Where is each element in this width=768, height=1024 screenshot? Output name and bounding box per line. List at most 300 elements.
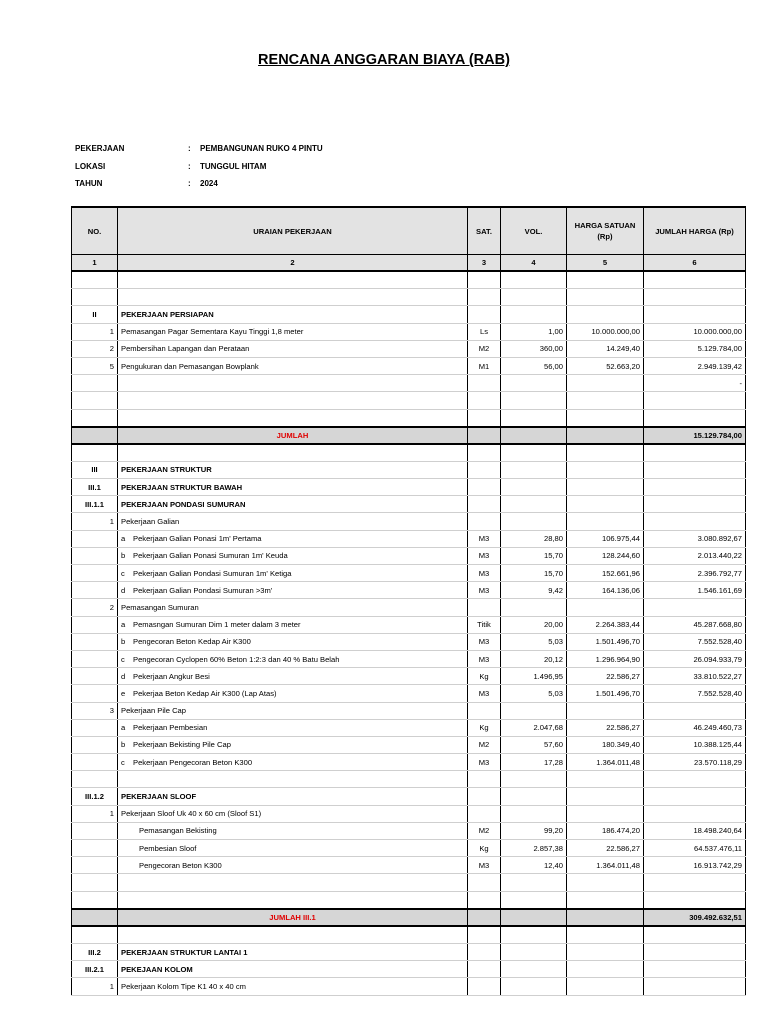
item-number bbox=[72, 375, 118, 392]
empty-cell bbox=[501, 409, 567, 427]
section-number: III.2 bbox=[72, 943, 118, 960]
section-title: PEKERJAAN STRUKTUR LANTAI 1 bbox=[118, 943, 468, 960]
header-vol: VOL. bbox=[501, 207, 567, 255]
empty-cell bbox=[644, 943, 746, 960]
item-number: 5 bbox=[72, 357, 118, 374]
item-number: 1 bbox=[72, 978, 118, 995]
empty-cell bbox=[72, 926, 118, 944]
empty-cell bbox=[501, 926, 567, 944]
empty-cell bbox=[468, 805, 501, 822]
empty-cell bbox=[644, 978, 746, 995]
table-row bbox=[72, 565, 746, 582]
item-total: 5.129.784,00 bbox=[644, 340, 746, 357]
empty-cell bbox=[468, 599, 501, 616]
empty-cell bbox=[567, 289, 644, 306]
empty-cell bbox=[72, 565, 118, 582]
item-total: 18.498.240,64 bbox=[644, 822, 746, 839]
item-description bbox=[118, 375, 468, 392]
item-number: 1 bbox=[72, 805, 118, 822]
info-value: PEMBANGUNAN RUKO 4 PINTU bbox=[200, 144, 323, 153]
empty-cell bbox=[118, 271, 468, 289]
item-description bbox=[118, 616, 468, 633]
item-unit-price: 22.586,27 bbox=[567, 840, 644, 857]
item-letter: c bbox=[121, 654, 125, 664]
empty-cell bbox=[501, 771, 567, 788]
item-volume: 28,80 bbox=[501, 530, 567, 547]
item-description: Pemasangan Pagar Sementara Kayu Tinggi 1,8 meter bbox=[118, 323, 468, 340]
item-total: 7.552.528,40 bbox=[644, 633, 746, 650]
group-title: Pekerjaan Sloof Uk 40 x 60 cm (Sloof S1) bbox=[118, 805, 468, 822]
item-description-text: Pekerjaan Galian Ponasi Sumuran 1m' Keuda bbox=[133, 551, 288, 561]
item-volume: 5,03 bbox=[501, 685, 567, 702]
col-number: 4 bbox=[501, 255, 567, 272]
document-title: RENCANA ANGGARAN BIAYA (RAB) bbox=[258, 52, 510, 68]
item-description bbox=[118, 719, 468, 736]
item-volume: 57,60 bbox=[501, 736, 567, 753]
empty-cell bbox=[501, 392, 567, 409]
item-unit: M1 bbox=[468, 357, 501, 374]
group-title: Pekerjaan Galian bbox=[118, 513, 468, 530]
empty-cell bbox=[72, 289, 118, 306]
empty-cell bbox=[567, 926, 644, 944]
empty-cell bbox=[567, 427, 644, 444]
blank-row bbox=[72, 289, 746, 306]
item-total: 46.249.460,73 bbox=[644, 719, 746, 736]
item-description bbox=[118, 565, 468, 582]
group-row bbox=[72, 702, 746, 719]
section-title: PEKERJAAN PERSIAPAN bbox=[118, 306, 468, 323]
item-volume: 20,00 bbox=[501, 616, 567, 633]
header-harga-satuan-text: HARGA SATUAN (Rp) bbox=[574, 221, 636, 241]
empty-cell bbox=[567, 461, 644, 478]
header-sat: SAT. bbox=[468, 207, 501, 255]
empty-cell bbox=[567, 271, 644, 289]
empty-cell bbox=[468, 392, 501, 409]
item-total: 7.552.528,40 bbox=[644, 685, 746, 702]
empty-cell bbox=[644, 444, 746, 462]
empty-cell bbox=[567, 961, 644, 978]
item-total: 45.287.668,80 bbox=[644, 616, 746, 633]
subtotal-row bbox=[72, 909, 746, 926]
empty-cell bbox=[72, 840, 118, 857]
table-row bbox=[72, 357, 746, 374]
table-row bbox=[72, 582, 746, 599]
item-unit: M3 bbox=[468, 565, 501, 582]
empty-cell bbox=[567, 306, 644, 323]
item-unit-price bbox=[567, 375, 644, 392]
item-unit: M3 bbox=[468, 857, 501, 874]
empty-cell bbox=[468, 496, 501, 513]
group-title: Pemasangan Sumuran bbox=[118, 599, 468, 616]
empty-cell bbox=[501, 599, 567, 616]
item-description bbox=[118, 754, 468, 771]
empty-cell bbox=[567, 513, 644, 530]
empty-cell bbox=[644, 874, 746, 891]
blank-row bbox=[72, 891, 746, 909]
empty-cell bbox=[501, 943, 567, 960]
group-row bbox=[72, 599, 746, 616]
item-volume: 15,70 bbox=[501, 565, 567, 582]
empty-cell bbox=[644, 289, 746, 306]
item-unit: M2 bbox=[468, 736, 501, 753]
table-row bbox=[72, 375, 746, 392]
section-row bbox=[72, 496, 746, 513]
item-total: 26.094.933,79 bbox=[644, 650, 746, 667]
empty-cell bbox=[72, 633, 118, 650]
table-row bbox=[72, 323, 746, 340]
item-volume: 20,12 bbox=[501, 650, 567, 667]
item-unit-price: 128.244,60 bbox=[567, 547, 644, 564]
item-total: 2.949.139,42 bbox=[644, 357, 746, 374]
item-letter: e bbox=[121, 688, 126, 698]
item-unit-price: 22.586,27 bbox=[567, 668, 644, 685]
item-number: 1 bbox=[72, 513, 118, 530]
empty-cell bbox=[644, 479, 746, 496]
item-unit bbox=[468, 375, 501, 392]
group-row bbox=[72, 805, 746, 822]
item-unit: M2 bbox=[468, 822, 501, 839]
table-row bbox=[72, 616, 746, 633]
item-description bbox=[118, 547, 468, 564]
item-volume: 1.496,95 bbox=[501, 668, 567, 685]
empty-cell bbox=[72, 409, 118, 427]
column-number-row bbox=[72, 255, 746, 272]
item-description-text: Pekerjaan Pengecoran Beton K300 bbox=[133, 757, 253, 767]
col-number: 5 bbox=[567, 255, 644, 272]
empty-cell bbox=[468, 461, 501, 478]
empty-cell bbox=[72, 650, 118, 667]
section-row bbox=[72, 788, 746, 805]
empty-cell bbox=[501, 874, 567, 891]
item-unit: M3 bbox=[468, 650, 501, 667]
section-title: PEKERJAAN STRUKTUR bbox=[118, 461, 468, 478]
item-total: 1.546.161,69 bbox=[644, 582, 746, 599]
item-description-text: Pemasngan Sumuran Dim 1 meter dalam 3 meter bbox=[133, 620, 301, 630]
group-title: Pekerjaan Kolom Tipe K1 40 x 40 cm bbox=[118, 978, 468, 995]
empty-cell bbox=[501, 479, 567, 496]
empty-cell bbox=[468, 306, 501, 323]
section-number: III.1 bbox=[72, 479, 118, 496]
item-unit: M3 bbox=[468, 754, 501, 771]
rab-table bbox=[71, 206, 746, 996]
empty-cell bbox=[501, 306, 567, 323]
section-title: PEKERJAAN STRUKTUR BAWAH bbox=[118, 479, 468, 496]
header-uraian: URAIAN PEKERJAAN bbox=[118, 207, 468, 255]
item-unit: Kg bbox=[468, 840, 501, 857]
item-letter: c bbox=[121, 568, 125, 578]
item-volume: 99,20 bbox=[501, 822, 567, 839]
empty-cell bbox=[644, 702, 746, 719]
item-unit: M3 bbox=[468, 547, 501, 564]
item-description-text: Pekerjaan Bekisting Pile Cap bbox=[133, 740, 231, 750]
group-row bbox=[72, 513, 746, 530]
info-label: PEKERJAAN bbox=[75, 144, 125, 153]
empty-cell bbox=[501, 909, 567, 926]
empty-cell bbox=[72, 891, 118, 909]
section-title: PEKERJAAN PONDASI SUMURAN bbox=[118, 496, 468, 513]
item-volume: 360,00 bbox=[501, 340, 567, 357]
empty-cell bbox=[501, 496, 567, 513]
item-volume: 2.857,38 bbox=[501, 840, 567, 857]
empty-cell bbox=[118, 874, 468, 891]
item-unit: M3 bbox=[468, 633, 501, 650]
item-total: 2.396.792,77 bbox=[644, 565, 746, 582]
item-unit: M3 bbox=[468, 582, 501, 599]
empty-cell bbox=[501, 961, 567, 978]
empty-cell bbox=[72, 822, 118, 839]
subtotal-row bbox=[72, 427, 746, 444]
item-description: Pembesian Sloof bbox=[118, 840, 468, 857]
empty-cell bbox=[501, 891, 567, 909]
empty-cell bbox=[468, 409, 501, 427]
item-total: 3.080.892,67 bbox=[644, 530, 746, 547]
section-title: PEKEJAAN KOLOM bbox=[118, 961, 468, 978]
empty-cell bbox=[567, 805, 644, 822]
item-description-text: Pekerjaan Galian Ponasi 1m' Pertama bbox=[133, 534, 262, 544]
item-total: 2.013.440,22 bbox=[644, 547, 746, 564]
info-value: 2024 bbox=[200, 179, 218, 188]
empty-cell bbox=[118, 392, 468, 409]
empty-cell bbox=[468, 978, 501, 995]
empty-cell bbox=[501, 702, 567, 719]
item-unit-price: 22.586,27 bbox=[567, 719, 644, 736]
empty-cell bbox=[567, 409, 644, 427]
item-volume: 2.047,68 bbox=[501, 719, 567, 736]
empty-cell bbox=[468, 874, 501, 891]
item-unit-price: 2.264.383,44 bbox=[567, 616, 644, 633]
item-unit-price: 152.661,96 bbox=[567, 565, 644, 582]
empty-cell bbox=[567, 909, 644, 926]
empty-cell bbox=[567, 874, 644, 891]
col-number: 2 bbox=[118, 255, 468, 272]
empty-cell bbox=[567, 444, 644, 462]
empty-cell bbox=[468, 444, 501, 462]
item-unit-price: 52.663,20 bbox=[567, 357, 644, 374]
empty-cell bbox=[567, 891, 644, 909]
col-number: 3 bbox=[468, 255, 501, 272]
section-row bbox=[72, 479, 746, 496]
item-total: 64.537.476,11 bbox=[644, 840, 746, 857]
subtotal-amount: 15.129.784,00 bbox=[644, 427, 746, 444]
empty-cell bbox=[468, 513, 501, 530]
item-number: 2 bbox=[72, 599, 118, 616]
section-row bbox=[72, 943, 746, 960]
empty-cell bbox=[567, 392, 644, 409]
info-colon: : bbox=[188, 179, 191, 188]
item-letter: b bbox=[121, 637, 126, 647]
item-number: 1 bbox=[72, 323, 118, 340]
info-value: TUNGGUL HITAM bbox=[200, 162, 267, 171]
item-unit-price: 10.000.000,00 bbox=[567, 323, 644, 340]
empty-cell bbox=[644, 461, 746, 478]
empty-cell bbox=[72, 771, 118, 788]
item-volume: 17,28 bbox=[501, 754, 567, 771]
info-colon: : bbox=[188, 162, 191, 171]
empty-cell bbox=[644, 771, 746, 788]
empty-cell bbox=[501, 289, 567, 306]
rab-table-wrapper bbox=[71, 206, 745, 996]
item-letter: a bbox=[121, 723, 126, 733]
blank-row bbox=[72, 392, 746, 409]
empty-cell bbox=[644, 409, 746, 427]
item-letter: d bbox=[121, 585, 126, 595]
empty-cell bbox=[501, 427, 567, 444]
empty-cell bbox=[468, 289, 501, 306]
item-letter: b bbox=[121, 551, 126, 561]
empty-cell bbox=[567, 702, 644, 719]
empty-cell bbox=[468, 702, 501, 719]
item-volume: 1,00 bbox=[501, 323, 567, 340]
item-description bbox=[118, 650, 468, 667]
item-total: 10.388.125,44 bbox=[644, 736, 746, 753]
table-row bbox=[72, 547, 746, 564]
item-unit-price: 1.501.496,70 bbox=[567, 685, 644, 702]
section-number: II bbox=[72, 306, 118, 323]
group-row bbox=[72, 978, 746, 995]
empty-cell bbox=[118, 444, 468, 462]
subtotal-amount: 309.492.632,51 bbox=[644, 909, 746, 926]
empty-cell bbox=[644, 926, 746, 944]
empty-cell bbox=[72, 271, 118, 289]
item-description-text: Pengecoran Beton Kedap Air K300 bbox=[133, 637, 251, 647]
item-description-text: Pekerjaan Pembesian bbox=[133, 723, 208, 733]
table-row bbox=[72, 668, 746, 685]
empty-cell bbox=[567, 771, 644, 788]
empty-cell bbox=[468, 427, 501, 444]
item-unit: M3 bbox=[468, 685, 501, 702]
item-unit: Kg bbox=[468, 668, 501, 685]
section-number: III.1.2 bbox=[72, 788, 118, 805]
empty-cell bbox=[468, 926, 501, 944]
empty-cell bbox=[468, 961, 501, 978]
table-header-row bbox=[72, 207, 746, 255]
blank-row bbox=[72, 271, 746, 289]
table-row bbox=[72, 840, 746, 857]
empty-cell bbox=[501, 978, 567, 995]
info-colon: : bbox=[188, 144, 191, 153]
blank-row bbox=[72, 409, 746, 427]
empty-cell bbox=[644, 788, 746, 805]
table-row bbox=[72, 650, 746, 667]
empty-cell bbox=[72, 582, 118, 599]
empty-cell bbox=[118, 409, 468, 427]
empty-cell bbox=[118, 926, 468, 944]
item-unit-price: 1.364.011,48 bbox=[567, 754, 644, 771]
item-letter: b bbox=[121, 740, 126, 750]
item-letter: d bbox=[121, 671, 126, 681]
info-label: LOKASI bbox=[75, 162, 106, 171]
blank-row bbox=[72, 926, 746, 944]
item-unit: Kg bbox=[468, 719, 501, 736]
item-total: 10.000.000,00 bbox=[644, 323, 746, 340]
item-total: 16.913.742,29 bbox=[644, 857, 746, 874]
empty-cell bbox=[501, 788, 567, 805]
empty-cell bbox=[567, 978, 644, 995]
empty-cell bbox=[644, 599, 746, 616]
item-unit: M3 bbox=[468, 530, 501, 547]
item-unit: M2 bbox=[468, 340, 501, 357]
empty-cell bbox=[72, 530, 118, 547]
item-volume: 15,70 bbox=[501, 547, 567, 564]
empty-cell bbox=[644, 961, 746, 978]
item-unit-price: 180.349,40 bbox=[567, 736, 644, 753]
item-description-text: Pekerjaa Beton Kedap Air K300 (Lap Atas) bbox=[133, 688, 277, 698]
col-number: 1 bbox=[72, 255, 118, 272]
table-row bbox=[72, 736, 746, 753]
empty-cell bbox=[72, 685, 118, 702]
empty-cell bbox=[501, 444, 567, 462]
item-letter: a bbox=[121, 534, 126, 544]
empty-cell bbox=[72, 857, 118, 874]
item-description bbox=[118, 668, 468, 685]
blank-row bbox=[72, 444, 746, 462]
empty-cell bbox=[567, 496, 644, 513]
item-number: 3 bbox=[72, 702, 118, 719]
empty-cell bbox=[468, 479, 501, 496]
section-row bbox=[72, 461, 746, 478]
empty-cell bbox=[72, 754, 118, 771]
empty-cell bbox=[644, 513, 746, 530]
item-total: - bbox=[644, 375, 746, 392]
item-volume: 5,03 bbox=[501, 633, 567, 650]
item-number: 2 bbox=[72, 340, 118, 357]
section-number: III.2.1 bbox=[72, 961, 118, 978]
header-jumlah-harga: JUMLAH HARGA (Rp) bbox=[644, 207, 746, 255]
item-description: Pemasangan Bekisting bbox=[118, 822, 468, 839]
item-description bbox=[118, 582, 468, 599]
empty-cell bbox=[644, 891, 746, 909]
empty-cell bbox=[501, 271, 567, 289]
empty-cell bbox=[72, 736, 118, 753]
info-label: TAHUN bbox=[75, 179, 103, 188]
empty-cell bbox=[501, 805, 567, 822]
item-unit: Titik bbox=[468, 616, 501, 633]
item-volume bbox=[501, 375, 567, 392]
col-number: 6 bbox=[644, 255, 746, 272]
item-description bbox=[118, 685, 468, 702]
empty-cell bbox=[118, 891, 468, 909]
empty-cell bbox=[72, 668, 118, 685]
item-unit-price: 1.364.011,48 bbox=[567, 857, 644, 874]
group-title: Pekerjaan Pile Cap bbox=[118, 702, 468, 719]
empty-cell bbox=[72, 874, 118, 891]
item-description bbox=[118, 736, 468, 753]
item-unit-price: 14.249,40 bbox=[567, 340, 644, 357]
item-description-text: Pekerjaan Galian Pondasi Sumuran >3m' bbox=[133, 585, 273, 595]
item-description-text: Pekerjaan Galian Pondasi Sumuran 1m' Ketiga bbox=[133, 568, 292, 578]
empty-cell bbox=[72, 444, 118, 462]
item-description: Pengukuran dan Pemasangan Bowplank bbox=[118, 357, 468, 374]
item-description-text: Pengecoran Cyclopen 60% Beton 1:2:3 dan 40 % Batu Belah bbox=[133, 654, 340, 664]
empty-cell bbox=[72, 719, 118, 736]
empty-cell bbox=[644, 805, 746, 822]
table-body bbox=[72, 271, 746, 995]
item-total: 33.810.522,27 bbox=[644, 668, 746, 685]
table-row bbox=[72, 719, 746, 736]
empty-cell bbox=[468, 771, 501, 788]
item-total: 23.570.118,29 bbox=[644, 754, 746, 771]
empty-cell bbox=[118, 771, 468, 788]
empty-cell bbox=[644, 306, 746, 323]
item-volume: 12,40 bbox=[501, 857, 567, 874]
item-unit-price: 1.296.964,90 bbox=[567, 650, 644, 667]
item-unit-price: 186.474,20 bbox=[567, 822, 644, 839]
empty-cell bbox=[567, 943, 644, 960]
item-letter: a bbox=[121, 620, 126, 630]
table-row bbox=[72, 857, 746, 874]
table-row bbox=[72, 340, 746, 357]
header-no: NO. bbox=[72, 207, 118, 255]
